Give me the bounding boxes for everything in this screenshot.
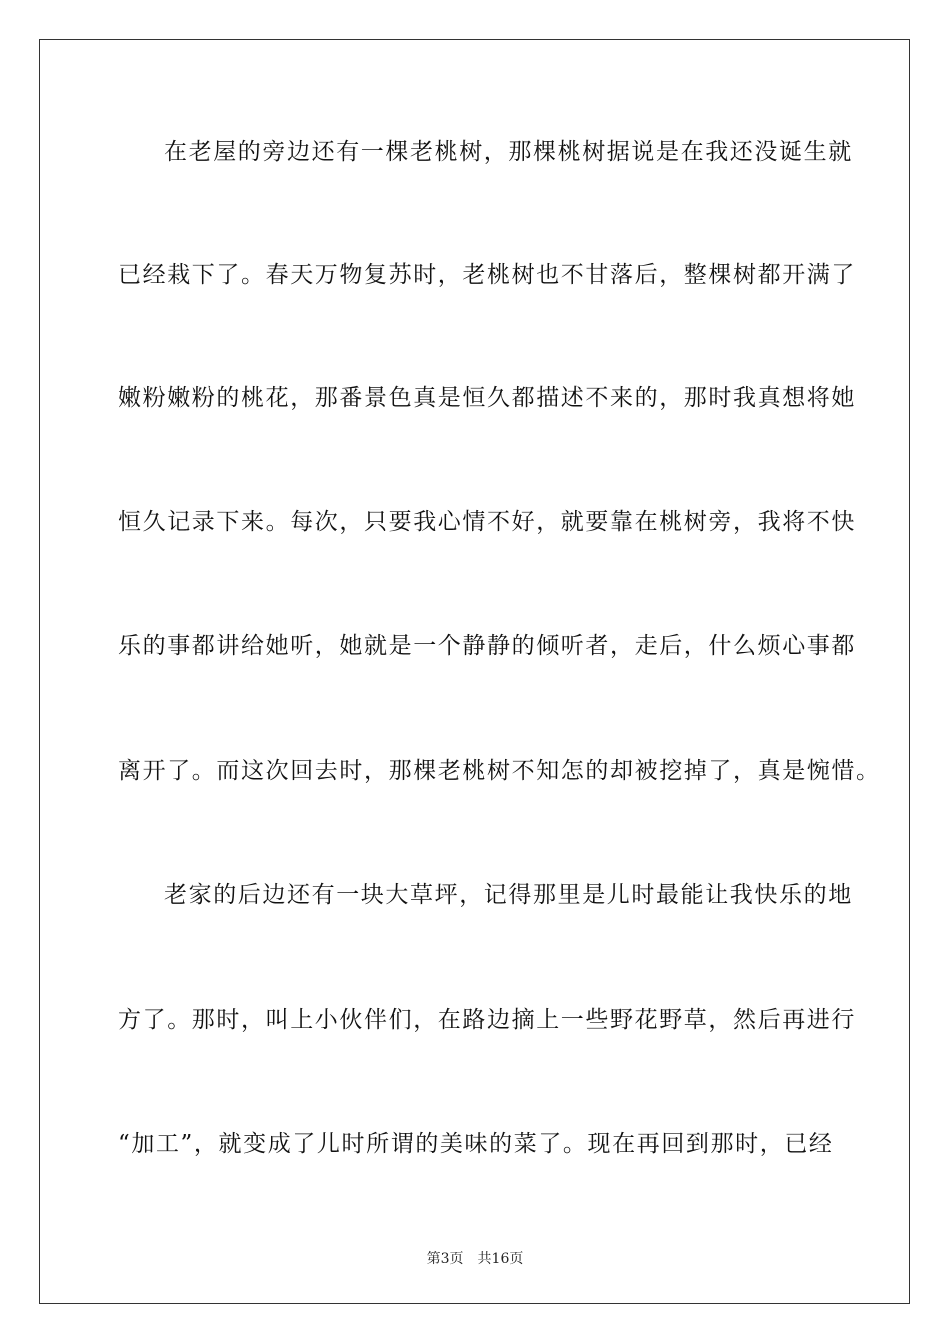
paragraph-line: “加工”，就变成了儿时所谓的美味的菜了。现在再回到那时，已经 bbox=[118, 1131, 834, 1157]
page-footer bbox=[0, 1248, 950, 1268]
page-number: 第3页 bbox=[426, 1251, 464, 1267]
paragraph-line: 方了。那时，叫上小伙伴们，在路边摘上一些野花野草，然后再进行 bbox=[118, 1007, 856, 1033]
paragraph-line: 乐的事都讲给她听，她就是一个静静的倾听者，走后，什么烦心事都 bbox=[118, 633, 856, 659]
paragraph-line: 老家的后边还有一块大草坪，记得那里是儿时最能让我快乐的地 bbox=[164, 882, 853, 908]
total-pages: 共16页 bbox=[477, 1251, 524, 1267]
paragraph-line: 在老屋的旁边还有一棵老桃树，那棵桃树据说是在我还没诞生就 bbox=[164, 139, 853, 165]
page-border bbox=[39, 39, 910, 1304]
paragraph-line: 已经栽下了。春天万物复苏时，老桃树也不甘落后，整棵树都开满了 bbox=[118, 262, 856, 288]
paragraph-line: 嫩粉嫩粉的桃花，那番景色真是恒久都描述不来的，那时我真想将她 bbox=[118, 385, 856, 411]
paragraph-line: 离开了。而这次回去时，那棵老桃树不知怎的却被挖掉了，真是惋惜。 bbox=[118, 758, 881, 784]
paragraph-line: 恒久记录下来。每次，只要我心情不好，就要靠在桃树旁，我将不快 bbox=[118, 509, 856, 535]
